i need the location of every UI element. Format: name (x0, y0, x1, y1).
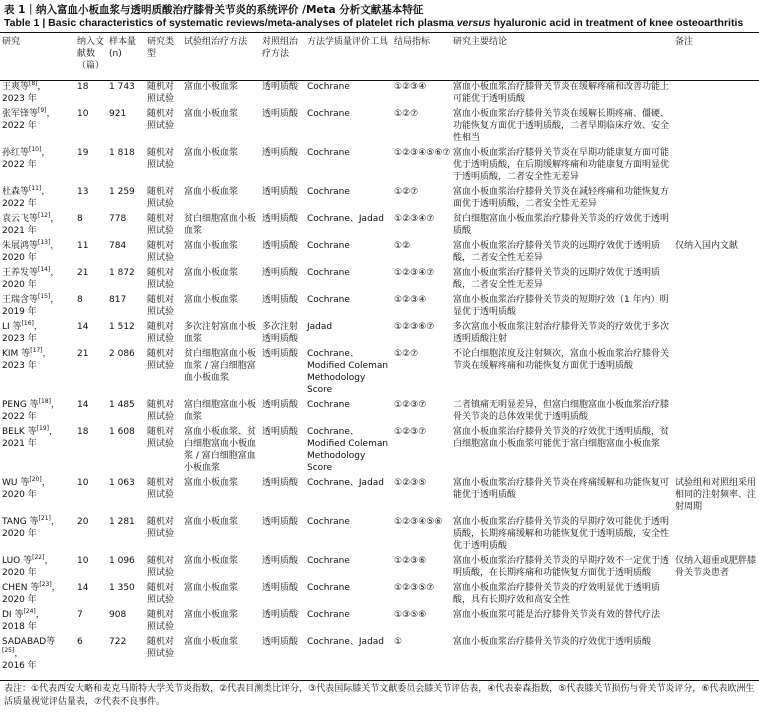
study-cell (0, 347, 75, 398)
study-author: LUO 等 (2, 556, 33, 566)
table-row (0, 80, 759, 107)
n-literature-cell: 13 (77, 187, 89, 197)
quality-tool-cell: Cochrane、Jadad (307, 637, 385, 647)
caption-en-suffix: hyaluronic acid in treatment of knee osteoarthritis (490, 17, 744, 29)
study-separator: ， (41, 148, 51, 158)
header-control-treatment: 对照组治疗方法 (262, 37, 299, 59)
study-year: 2020 年 (2, 595, 37, 605)
n-literature-cell: 8 (77, 295, 83, 305)
study-author: BELK 等 (2, 427, 37, 437)
remark-cell (673, 146, 759, 185)
study-type-cell: 随机对照试验 (147, 322, 175, 344)
n-literature-cell: 10 (77, 109, 89, 119)
table-row (0, 185, 759, 212)
study-author: SADABAD等 (2, 637, 56, 647)
study-reference: [20] (29, 476, 42, 483)
study-separator: ， (37, 82, 47, 92)
remark-cell (673, 515, 759, 554)
study-type-cell: 随机对照试验 (147, 583, 175, 605)
quality-tool-cell: Cochrane、Jadad (307, 214, 385, 224)
n-literature-cell: 14 (77, 400, 89, 410)
conclusion-cell: 多次富血小板血浆注射治疗膝骨关节炎的疗效优于多次透明质酸注射 (453, 322, 670, 344)
n-literature-cell: 14 (77, 583, 89, 593)
conclusion-cell: 富血小板血浆可能是治疗膝骨关节炎有效的替代疗法 (453, 610, 661, 620)
study-author: 张军锋等 (2, 109, 39, 119)
study-reference: [8] (29, 80, 38, 87)
experimental-treatment-cell: 富血小板血浆 (184, 610, 239, 620)
study-year: 2019 年 (2, 307, 37, 317)
sample-size-cell: 1 872 (109, 268, 135, 278)
study-year: 2022 年 (2, 160, 37, 170)
study-author: 王瑞含等 (2, 295, 39, 305)
study-author: PENG 等 (2, 400, 39, 410)
study-year: 2020 年 (2, 529, 37, 539)
table-caption-en (4, 17, 743, 29)
outcome-cell: ①②⑦ (394, 109, 419, 119)
study-separator: ， (46, 109, 56, 119)
outcome-cell: ①②③④⑦ (394, 214, 435, 224)
table-row (0, 554, 759, 581)
remark-cell: 试验组和对照组采用相同的注射频率、注射周期 (675, 478, 757, 512)
study-reference: [9] (38, 107, 47, 114)
table-row (0, 515, 759, 554)
header-quality-tool: 方法学质量评价工具 (307, 37, 389, 47)
remark-cell (673, 185, 759, 212)
study-year: 2023 年 (2, 361, 37, 371)
experimental-treatment-cell: 富血小板血浆 (184, 187, 239, 197)
n-literature-cell: 20 (77, 517, 89, 527)
experimental-treatment-cell: 富血小板血浆 (184, 268, 239, 278)
n-literature-cell: 6 (77, 637, 83, 647)
study-cell (0, 212, 75, 239)
study-reference: [17] (30, 347, 43, 354)
study-separator: ， (42, 349, 52, 359)
conclusion-cell: 富血小板血浆治疗膝骨关节炎的疗效优于透明质酸 (453, 637, 652, 647)
outcome-cell: ①②③⑤ (394, 478, 427, 488)
control-treatment-cell: 透明质酸 (262, 268, 299, 278)
sample-size-cell: 1 743 (109, 82, 135, 92)
experimental-treatment-cell: 富血小板血浆、贫白细胞富血小板血浆 / 富白细胞富血小板血浆 (184, 427, 257, 473)
n-literature-cell: 18 (77, 82, 89, 92)
study-cell (0, 146, 75, 185)
conclusion-cell: 二者镇痛无明显差异，但富白细胞富血小板血浆治疗膝骨关节炎的总体效果优于透明质酸 (453, 400, 670, 422)
study-author: 王爽等 (2, 82, 30, 92)
quality-tool-cell: Cochrane (307, 109, 350, 119)
study-separator: ， (51, 400, 61, 410)
study-author: CHEN 等 (2, 583, 40, 593)
n-literature-cell: 10 (77, 556, 89, 566)
study-reference: [12] (38, 212, 51, 219)
quality-tool-cell: Cochrane (307, 400, 350, 410)
study-author: 朱展鸿等 (2, 241, 39, 251)
control-treatment-cell: 透明质酸 (262, 427, 299, 437)
experimental-treatment-cell: 多次注射富血小板血浆 (184, 322, 257, 344)
conclusion-cell: 富血小板血浆治疗膝骨关节炎的远期疗效优于透明质酸，二者安全性无差异 (453, 241, 661, 263)
n-literature-cell: 18 (77, 427, 89, 437)
remark-cell (673, 107, 759, 146)
table-row (0, 476, 759, 515)
study-type-cell: 随机对照试验 (147, 427, 175, 449)
header-study: 研究 (2, 37, 21, 47)
study-author: 王养发等 (2, 268, 39, 278)
table-note: 表注：①代表西安大略和麦克马斯特大学关节炎指数，②代表目测类比评分，③代表国际膝关节文献委员会膝关节评估表，④代表泰森指数，⑤代表膝关节损伤与骨关节炎评分，⑥代表欧洲生活质量视觉评估量表，⑦代表不良事件。 (4, 684, 755, 707)
sample-size-cell: 1 512 (109, 322, 135, 332)
control-treatment-cell: 透明质酸 (262, 187, 299, 197)
table-row (0, 581, 759, 608)
study-type-cell: 随机对照试验 (147, 610, 175, 632)
experimental-treatment-cell: 富血小板血浆 (184, 82, 239, 92)
study-author: WU 等 (2, 478, 30, 488)
sample-size-cell: 784 (109, 241, 127, 251)
table-row (0, 320, 759, 347)
study-separator: ， (50, 517, 60, 527)
table-row (0, 347, 759, 398)
study-separator: ， (41, 187, 51, 197)
n-literature-cell: 21 (77, 268, 89, 278)
study-year: 2020 年 (2, 490, 37, 500)
study-year: 2016 年 (2, 661, 37, 671)
study-year: 2023 年 (2, 94, 37, 104)
study-type-cell: 随机对照试验 (147, 295, 175, 317)
quality-tool-cell: Cochrane (307, 241, 350, 251)
outcome-cell: ①②③④⑤⑥ (394, 517, 443, 527)
study-cell (0, 635, 75, 674)
header-experimental-treatment: 试验组治疗方法 (184, 37, 248, 47)
study-author: TANG 等 (2, 517, 39, 527)
sample-size-cell: 1 818 (109, 148, 135, 158)
remark-cell: 仅纳入超重或肥胖膝骨关节炎患者 (675, 556, 757, 578)
experimental-treatment-cell: 富白细胞富血小板血浆 (184, 400, 257, 422)
conclusion-cell: 富血小板血浆治疗膝骨关节炎的远期疗效优于透明质酸，二者安全性无差异 (453, 268, 661, 290)
conclusion-cell: 富血小板血浆治疗膝骨关节炎的早期疗效可能优于透明质酸，长期疼痛缓解和功能恢复优于透明质酸，安全性优于透明质酸 (453, 517, 670, 551)
study-type-cell: 随机对照试验 (147, 214, 175, 236)
header-remark: 备注 (675, 37, 694, 47)
quality-tool-cell: Cochrane、Modified Coleman Methodology Score (307, 427, 389, 473)
study-separator: ， (41, 478, 51, 488)
sample-size-cell: 1 485 (109, 400, 135, 410)
study-cell (0, 185, 75, 212)
study-cell (0, 554, 75, 581)
control-treatment-cell: 透明质酸 (262, 400, 299, 410)
study-cell (0, 425, 75, 476)
study-cell (0, 515, 75, 554)
table-row (0, 293, 759, 320)
study-reference: [25] (2, 647, 15, 654)
conclusion-cell: 不论白细胞浓度及注射频次，富血小板血浆治疗膝骨关节炎在缓解疼痛和功能恢复方面优于透明质酸 (453, 349, 670, 371)
sample-size-cell: 2 086 (109, 349, 135, 359)
n-literature-cell: 8 (77, 214, 83, 224)
control-treatment-cell: 多次注射透明质酸 (262, 322, 299, 344)
conclusion-cell: 富血小板血浆治疗膝骨关节炎在早期功能康复方面可能优于透明质酸，在后期缓解疼痛和功能康复方面明显优于透明质酸，二者安全性无差异 (453, 148, 670, 182)
study-author: 杜森等 (2, 187, 30, 197)
sample-size-cell: 1 063 (109, 478, 135, 488)
quality-tool-cell: Cochrane (307, 268, 350, 278)
n-literature-cell: 7 (77, 610, 83, 620)
study-reference: [22] (32, 554, 45, 561)
outcome-cell: ①②③④⑤⑥⑦ (394, 148, 451, 158)
control-treatment-cell: 透明质酸 (262, 583, 299, 593)
quality-tool-cell: Cochrane (307, 187, 350, 197)
control-treatment-cell: 透明质酸 (262, 349, 299, 359)
study-reference: [11] (29, 185, 42, 192)
table-bottom-rule (0, 680, 759, 681)
control-treatment-cell: 透明质酸 (262, 478, 299, 488)
remark-cell (673, 608, 759, 635)
remark-cell (673, 80, 759, 107)
sample-size-cell: 778 (109, 214, 127, 224)
table-row (0, 266, 759, 293)
control-treatment-cell: 透明质酸 (262, 82, 299, 92)
sample-size-cell: 1 281 (109, 517, 135, 527)
remark-cell (673, 635, 759, 674)
table-row (0, 398, 759, 425)
study-author: LI 等 (2, 322, 22, 332)
study-type-cell: 随机对照试验 (147, 241, 175, 263)
remark-cell (673, 266, 759, 293)
sample-size-cell: 1 608 (109, 427, 135, 437)
n-literature-cell: 14 (77, 322, 89, 332)
remark-cell (673, 293, 759, 320)
study-author: KIM 等 (2, 349, 31, 359)
table-row (0, 608, 759, 635)
conclusion-cell: 贫白细胞富血小板血浆治疗膝骨关节炎的疗效优于透明质酸 (453, 214, 670, 236)
sample-size-cell: 722 (109, 637, 127, 647)
study-type-cell: 随机对照试验 (147, 478, 175, 500)
experimental-treatment-cell: 富血小板血浆 (184, 148, 239, 158)
study-type-cell: 随机对照试验 (147, 517, 175, 539)
study-separator: ， (35, 610, 45, 620)
sample-size-cell: 1 350 (109, 583, 135, 593)
control-treatment-cell: 透明质酸 (262, 637, 299, 647)
remark-cell: 仅纳入国内文献 (675, 241, 739, 251)
table-row (0, 146, 759, 185)
table-row (0, 212, 759, 239)
study-type-cell: 随机对照试验 (147, 637, 175, 659)
control-treatment-cell: 透明质酸 (262, 109, 299, 119)
study-type-cell: 随机对照试验 (147, 268, 175, 290)
outcome-cell: ①②⑦ (394, 187, 419, 197)
experimental-treatment-cell: 富血小板血浆 (184, 637, 239, 647)
outcome-cell: ①②③⑦ (394, 400, 427, 410)
study-type-cell: 随机对照试验 (147, 556, 175, 578)
study-year: 2022 年 (2, 412, 37, 422)
remark-cell (673, 212, 759, 239)
quality-tool-cell: Cochrane (307, 148, 350, 158)
remark-cell (673, 398, 759, 425)
sample-size-cell: 817 (109, 295, 127, 305)
n-literature-cell: 10 (77, 478, 89, 488)
study-cell (0, 320, 75, 347)
n-literature-cell: 19 (77, 148, 89, 158)
study-type-cell: 随机对照试验 (147, 82, 175, 104)
study-year: 2021 年 (2, 226, 37, 236)
experimental-treatment-cell: 富血小板血浆 (184, 517, 239, 527)
study-type-cell: 随机对照试验 (147, 109, 175, 131)
study-year: 2020 年 (2, 568, 37, 578)
study-type-cell: 随机对照试验 (147, 148, 175, 170)
conclusion-cell: 富血小板血浆治疗膝骨关节炎的短期疗效（1 年内）明显优于透明质酸 (453, 295, 669, 317)
study-year: 2020 年 (2, 253, 37, 263)
study-reference: [24] (23, 608, 36, 615)
study-year: 2021 年 (2, 439, 37, 449)
experimental-treatment-cell: 富血小板血浆 (184, 241, 239, 251)
control-treatment-cell: 透明质酸 (262, 148, 299, 158)
conclusion-cell: 富血小板血浆治疗膝骨关节炎的疗效明显优于透明质酸，具有长期疗效和高安全性 (453, 583, 661, 605)
study-reference: [13] (38, 239, 51, 246)
quality-tool-cell: Cochrane、Modified Coleman Methodology Score (307, 349, 389, 395)
study-type-cell: 随机对照试验 (147, 400, 175, 422)
outcome-cell: ①②③④ (394, 82, 427, 92)
study-separator: ， (51, 583, 61, 593)
remark-cell (673, 425, 759, 476)
table-row (0, 107, 759, 146)
study-author: DI 等 (2, 610, 24, 620)
study-year: 2022 年 (2, 199, 37, 209)
experimental-treatment-cell: 贫白细胞富血小板血浆 (184, 214, 257, 236)
study-author: 孙红等 (2, 148, 30, 158)
conclusion-cell: 富血小板血浆治疗膝骨关节炎在疼痛缓解和功能恢复可能优于透明质酸 (453, 478, 670, 500)
study-reference: [18] (38, 398, 52, 405)
sample-size-cell: 908 (109, 610, 127, 620)
control-treatment-cell: 透明质酸 (262, 295, 299, 305)
outcome-cell: ①②⑦ (394, 349, 419, 359)
quality-tool-cell: Jadad (307, 322, 333, 332)
study-separator: ， (44, 556, 54, 566)
study-cell (0, 581, 75, 608)
study-cell (0, 608, 75, 635)
outcome-cell: ①②③⑤⑦ (394, 583, 435, 593)
conclusion-cell: 富血小板血浆治疗膝骨关节炎在缓解长期疼痛、僵硬、功能恢复方面优于透明质酸，二者早期临床疗效、安全性相当 (453, 109, 670, 143)
study-cell (0, 239, 75, 266)
study-type-cell: 随机对照试验 (147, 187, 175, 209)
control-treatment-cell: 透明质酸 (262, 556, 299, 566)
study-separator: ， (50, 241, 60, 251)
header-study-type: 研究类型 (147, 37, 175, 59)
remark-cell (673, 320, 759, 347)
study-cell (0, 398, 75, 425)
quality-tool-cell: Cochrane (307, 82, 350, 92)
study-cell (0, 476, 75, 515)
outcome-cell: ①③⑤⑥ (394, 610, 427, 620)
quality-tool-cell: Cochrane、Jadad (307, 478, 385, 488)
quality-tool-cell: Cochrane (307, 583, 350, 593)
caption-en-prefix: Table 1 | Basic characteristics of systematic reviews/meta-analyses of platelet rich plasma (4, 17, 457, 29)
experimental-treatment-cell: 富血小板血浆 (184, 478, 239, 488)
study-cell (0, 266, 75, 293)
control-treatment-cell: 透明质酸 (262, 241, 299, 251)
experimental-treatment-cell: 贫白细胞富血小板血浆 / 富白细胞富血小板血浆 (184, 349, 257, 383)
study-cell (0, 293, 75, 320)
study-year: 2023 年 (2, 334, 37, 344)
caption-en-italic: versus (456, 17, 491, 29)
outcome-cell: ①② (394, 241, 411, 251)
study-separator: ， (14, 649, 24, 659)
study-separator: ， (48, 427, 58, 437)
conclusion-cell: 富血小板血浆治疗膝骨关节炎的早期疗效不一定优于透明质酸，在长期疼痛和功能恢复方面优于透明质酸 (453, 556, 670, 578)
study-author: 袁云飞等 (2, 214, 39, 224)
study-cell (0, 80, 75, 107)
conclusion-cell: 富血小板血浆治疗膝骨关节炎在减轻疼痛和功能恢复方面优于透明质酸，二者安全性无差异 (453, 187, 670, 209)
table-row (0, 635, 759, 674)
table-header-row (0, 36, 759, 80)
control-treatment-cell: 透明质酸 (262, 517, 299, 527)
study-reference: [23] (39, 581, 52, 588)
table-caption-cn: 表 1｜纳入富血小板血浆与透明质酸治疗膝骨关节炎的系统评价 /Meta 分析文献基本特征 (4, 4, 424, 16)
outcome-cell: ①②③⑥⑦ (394, 322, 435, 332)
study-reference: [19] (36, 425, 49, 432)
header-conclusion: 研究主要结论 (453, 37, 508, 47)
study-separator: ， (33, 322, 43, 332)
remark-cell (673, 347, 759, 398)
study-reference: [14] (38, 266, 51, 273)
quality-tool-cell: Cochrane (307, 517, 350, 527)
outcome-cell: ①②③④ (394, 295, 427, 305)
outcome-cell: ①②③④⑦ (394, 268, 435, 278)
n-literature-cell: 11 (77, 241, 89, 251)
study-cell (0, 107, 75, 146)
experimental-treatment-cell: 富血小板血浆 (184, 583, 239, 593)
sample-size-cell: 1 096 (109, 556, 135, 566)
outcome-cell: ①②③⑥ (394, 556, 427, 566)
sample-size-cell: 921 (109, 109, 127, 119)
n-literature-cell: 21 (77, 349, 89, 359)
study-reference: [16] (21, 320, 34, 327)
table-row (0, 239, 759, 266)
table-top-rule (0, 32, 759, 33)
study-reference: [10] (29, 146, 42, 153)
characteristics-table (0, 36, 759, 674)
header-n-literature: 纳入文献数（篇） (77, 37, 105, 71)
study-year: 2020 年 (2, 280, 37, 290)
experimental-treatment-cell: 富血小板血浆 (184, 109, 239, 119)
remark-cell (673, 581, 759, 608)
study-year: 2022 年 (2, 121, 37, 131)
study-year: 2018 年 (2, 622, 37, 632)
study-separator: ， (50, 295, 60, 305)
study-reference: [15] (38, 293, 51, 300)
study-reference: [21] (38, 515, 51, 522)
study-separator: ， (50, 214, 60, 224)
table-row (0, 425, 759, 476)
outcome-cell: ①②③⑦ (394, 427, 427, 437)
study-type-cell: 随机对照试验 (147, 349, 175, 371)
experimental-treatment-cell: 富血小板血浆 (184, 295, 239, 305)
study-separator: ， (50, 268, 60, 278)
experimental-treatment-cell: 富血小板血浆 (184, 556, 239, 566)
header-sample-size: 样本量 (n) (109, 37, 137, 59)
control-treatment-cell: 透明质酸 (262, 610, 299, 620)
conclusion-cell: 富血小板血浆治疗膝骨关节炎的疗效优于透明质酸，贫白细胞富血小板血浆可能优于富白细胞富血小板血浆 (453, 427, 670, 449)
header-outcome: 结局指标 (394, 37, 431, 47)
quality-tool-cell: Cochrane (307, 556, 350, 566)
sample-size-cell: 1 259 (109, 187, 135, 197)
outcome-cell: ① (394, 637, 403, 647)
quality-tool-cell: Cochrane (307, 295, 350, 305)
conclusion-cell: 富血小板血浆治疗膝骨关节炎在缓解疼痛和改善功能上可能优于透明质酸 (453, 82, 670, 104)
control-treatment-cell: 透明质酸 (262, 214, 299, 224)
quality-tool-cell: Cochrane (307, 610, 350, 620)
